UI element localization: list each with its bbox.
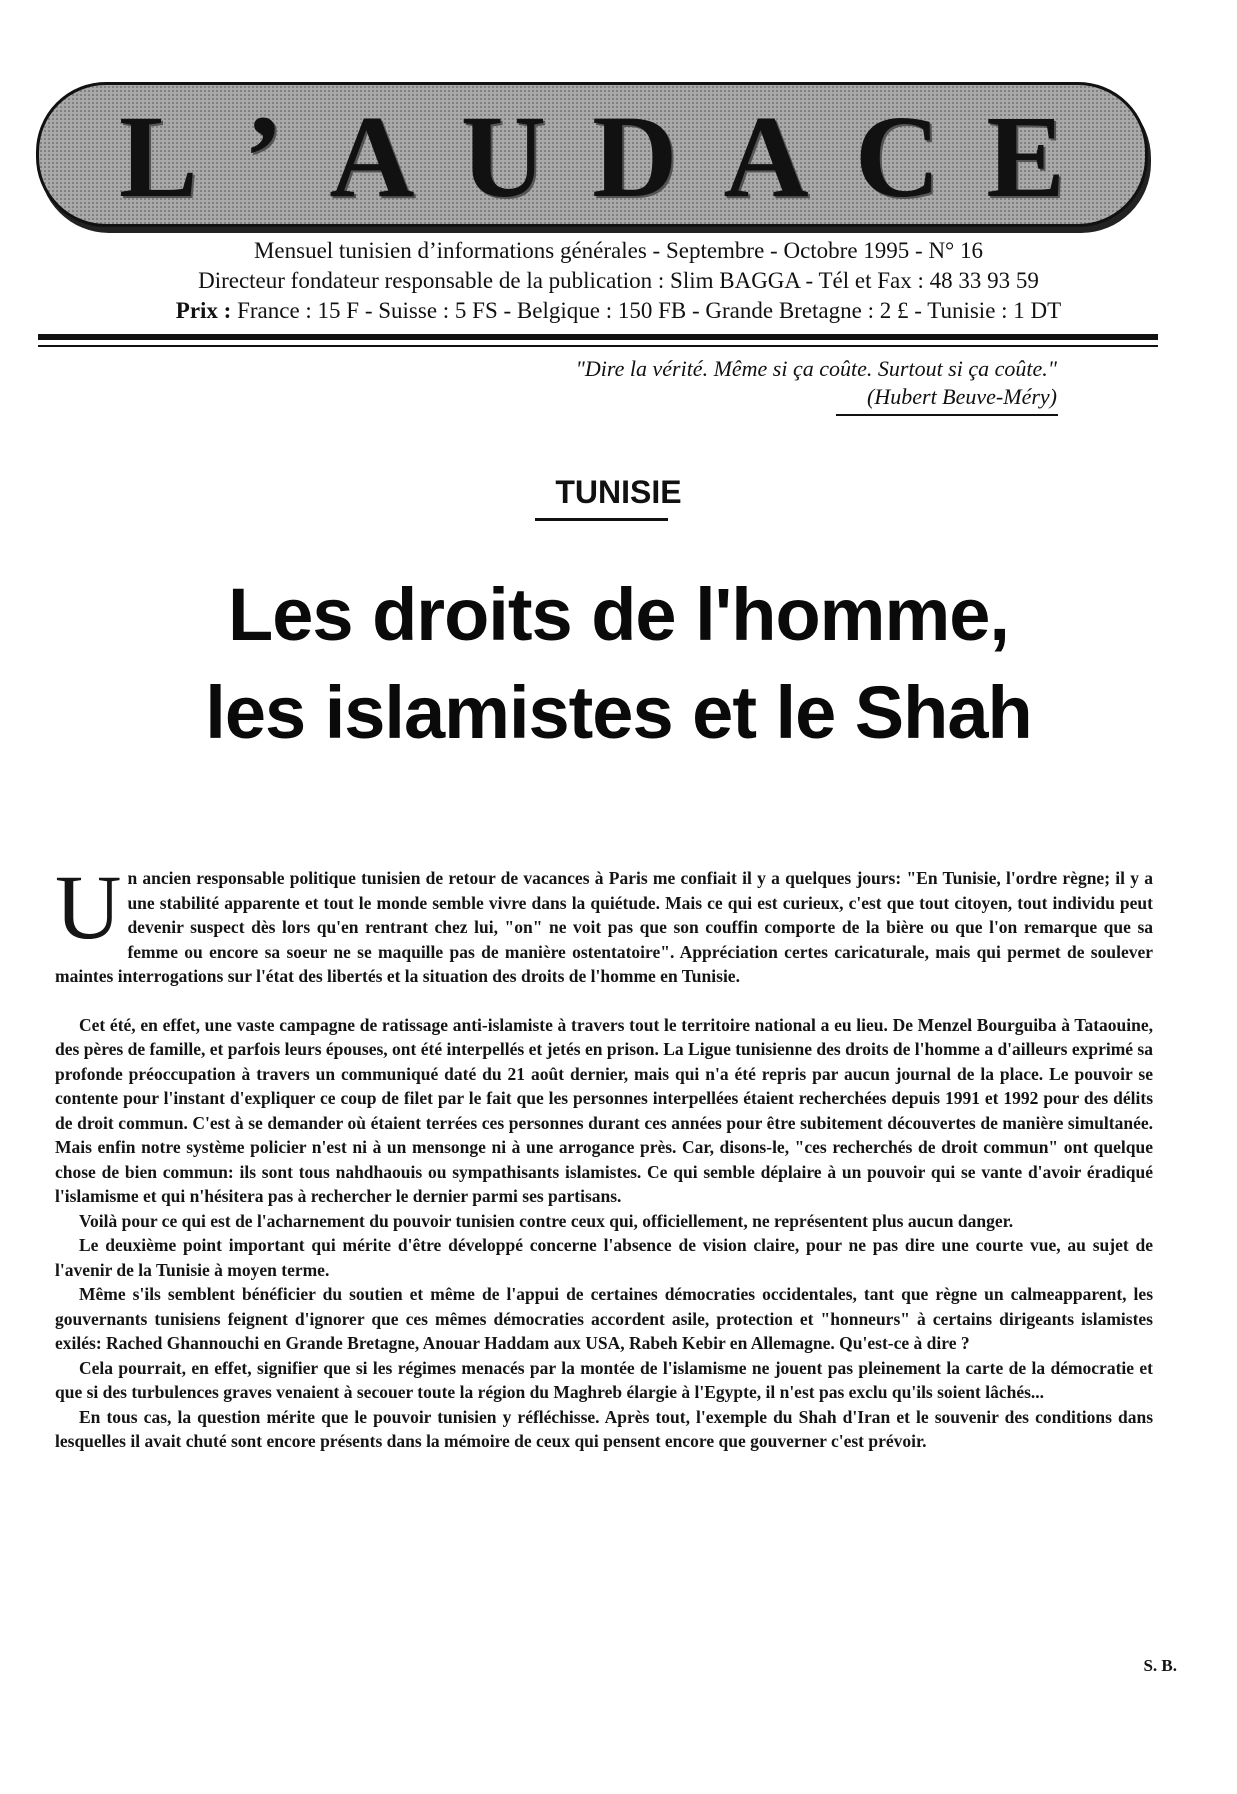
masthead-letter: C (854, 91, 941, 222)
masthead-title (39, 91, 1145, 222)
article-paragraph: Cet été, en effet, une vaste campagne de ratissage anti-islamiste à travers tout le territoire national a eu lieu. De Menzel Bourguiba à Tataouine, des pères de famille, et parfois leurs épouses, ont été interpellés et jetés en prison. La Ligue tunisienne des droits de l'homme a d'ailleurs exprimé sa profonde préoccupation à travers un communiqué daté du 21 août dernier, mais qui n'a été repris par aucun journal de la place. Le pouvoir se contente pour l'instant d'expliquer ce coup de filet par le fait que les personnes interpellées étaient recherchées depuis 1991 et 1992 pour des délits de droit commun. C'est à se demander où étaient terrées ces personnes durant ces années pour être subitement découvertes de manière simultanée. Mais enfin notre système policier n'est ni à un mensonge ni à une arrogance près. Car, disons-le, "ces recherchés de droit commun" ont quelque chose de bien commun: ils sont tous nahdhaouis ou sympathisants islamistes. Ce qui semble déplaire à un pouvoir qui se vante d'avoir éradiqué l'islamisme et qui n'hésitera pas à rechercher le dernier parmi ses partisans. (55, 1014, 1153, 1206)
masthead-letter: A (329, 91, 415, 222)
headline-line-1: Les droits de l'homme, (228, 573, 1009, 656)
header-rule-thick (38, 334, 1158, 340)
article-paragraph: Cela pourrait, en effet, signifier que si les régimes menacés par la montée de l'islamisme ne jouent pas pleinement la carte de la démocratie et que si des turbulences graves venaient à secouer toute la région du Maghreb élargie à l'Egypte, il n'est pas exclu qu'ils soient lâchés... (55, 1357, 1153, 1402)
article-paragraph: Le deuxième point important qui mérite d'être développé concerne l'absence de vision claire, pour ne pas dire une courte vue, au sujet de l'avenir de la Tunisie à moyen terme. (55, 1235, 1153, 1280)
epigraph-underline (836, 414, 1058, 416)
masthead-letter: D (592, 91, 678, 222)
masthead-letter: A (723, 91, 809, 222)
masthead-letter: E (986, 91, 1065, 222)
price-info (0, 298, 1237, 324)
director-info: Directeur fondateur responsable de la publication : Slim BAGGA - Tél et Fax : 48 33 93 59 (198, 268, 1039, 293)
section-underline (535, 518, 668, 521)
paragraph-text: n ancien responsable politique tunisien de retour de vacances à Paris me confiait il y a quelques jours: "En Tunisie, l'ordre règne; il y a une stabilité apparente et tout le monde semble vivre dans la quiétude. Mais ce qui est curieux, c'est que tout citoyen, tout individu peut devenir suspect dès lors qu'en rentrant chez lui, "on" ne voit pas que son couffin comporte de la bière ou que l'on remarque que sa femme ou encore sa soeur ne se maquille pas de manière ostentatoire". Appréciation certes caricaturale, mais qui permet de soulever maintes interrogations sur l'état des libertés et la situation des droits de l'homme en Tunisie. (55, 868, 1153, 986)
epigraph-quote: "Dire la vérité. Même si ça coûte. Surtout si ça coûte." (575, 356, 1057, 381)
section-title: TUNISIE (555, 474, 682, 510)
article-body (55, 856, 1153, 1454)
price-text: France : 15 F - Suisse : 5 FS - Belgique : 150 FB - Grande Bretagne : 2 £ - Tunisie : 1 DT (237, 298, 1062, 323)
epigraph-author: (Hubert Beuve-Méry) (867, 384, 1057, 409)
masthead-letter: ’ (243, 91, 284, 222)
article-paragraph: Voilà pour ce qui est de l'acharnement du pouvoir tunisien contre ceux qui, officiellement, ne représentent plus aucun danger. (79, 1210, 1014, 1231)
header-rule-thin (38, 345, 1158, 347)
masthead-letter: L (119, 91, 198, 222)
price-label: Prix : (175, 298, 232, 323)
article-paragraph: En tous cas, la question mérite que le pouvoir tunisien y réfléchisse. Après tout, l'exemple du Shah d'Iran et le souvenir des conditions dans lesquelles il avait chuté sont encore présents dans la mémoire de ceux qui pensent encore que gouverner c'est prévoir. (55, 1406, 1153, 1451)
article-paragraph: Même s'ils semblent bénéficier du soutien et même de l'appui de certaines démocraties occidentales, tant que règne un calmeapparent, les gouvernants tunisiens feignent d'ignorer que ces mêmes démocraties accordent asile, protection et "honneurs" à certains dirigeants islamistes exilés: Rached Ghannouchi en Grande Bretagne, Anouar Haddam aux USA, Rabeh Kebir en Allemagne. Qu'est-ce à dire ? (55, 1284, 1153, 1353)
article-paragraph (55, 856, 1153, 989)
headline-line-2: les islamistes et le Shah (205, 671, 1032, 754)
masthead-letter: U (460, 91, 546, 222)
author-signature: S. B. (1143, 1656, 1177, 1675)
drop-cap: U (55, 856, 122, 958)
masthead-banner (36, 82, 1148, 227)
publication-info: Mensuel tunisien d’informations générales - Septembre - Octobre 1995 - N° 16 (253, 238, 984, 263)
